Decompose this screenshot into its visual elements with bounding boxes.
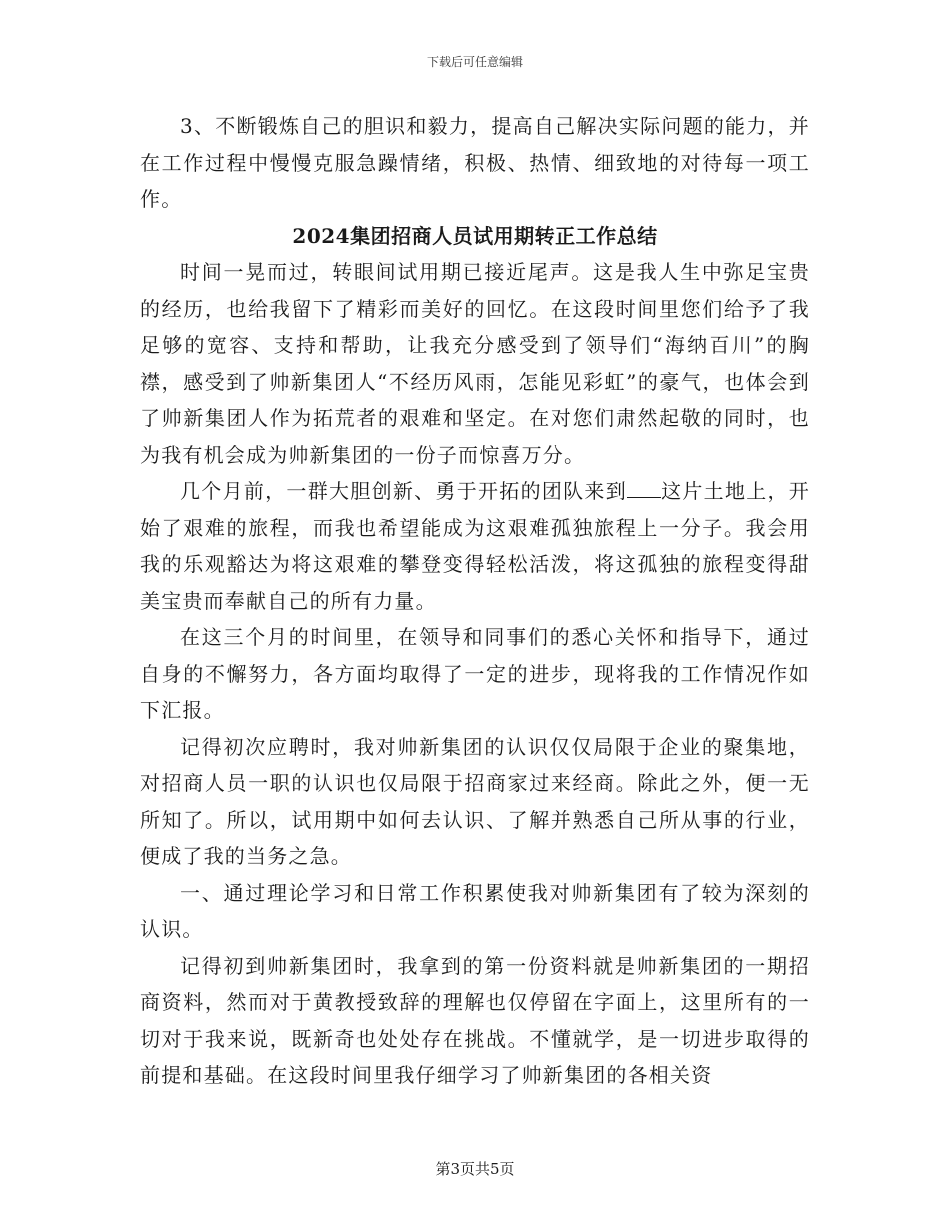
fill-in-blank <box>627 479 661 498</box>
paragraph-2-part-b: 这片土地上，开始了艰难的旅程，而我也希望能成为这艰难孤独旅程上一分子。我会用我的乐观豁达为将这艰难的攀登变得轻松活泼，将这孤独的旅程变得甜美宝贵而奉献自己的所有力量。 <box>140 479 810 613</box>
section-title: 2024集团招商人员试用期转正工作总结 <box>292 223 658 248</box>
page-footer: 第3页共5页 <box>435 1160 515 1178</box>
paragraph-6: 记得初到帅新集团时，我拿到的第一份资料就是帅新集团的一期招商资料，然而对于黄教授致辞的理解也仅停留在字面上，这里所有的一切对于我来说，既新奇也处处存在挑战。不懂就学，是一切进步取得的前提和基础。在这段时间里我仔细学习了帅新集团的各相关资 <box>140 953 810 1087</box>
paragraph-2 <box>140 473 810 619</box>
paragraph-5: 一、通过理论学习和日常工作积累使我对帅新集团有了较为深刻的认识。 <box>140 880 810 941</box>
paragraph-1: 时间一晃而过，转眼间试用期已接近尾声。这是我人生中弥足宝贵的经历，也给我留下了精彩而美好的回忆。在这段时间里您们给予了我足够的宽容、支持和帮助，让我充分感受到了领导们“海纳百川”的胸襟，感受到了帅新集团人“不经历风雨，怎能见彩虹”的豪气，也体会到了帅新集团人作为拓荒者的艰难和坚定。在对您们肃然起敬的同时，也为我有机会成为帅新集团的一份子而惊喜万分。 <box>140 260 810 467</box>
paragraph-4: 记得初次应聘时，我对帅新集团的认识仅仅局限于企业的聚集地，对招商人员一职的认识也仅局限于招商家过来经商。除此之外，便一无所知了。所以，试用期中如何去认识、了解并熟悉自己所从事的行业，便成了我的当务之急。 <box>140 734 810 868</box>
page-header: 下载后可任意编辑 <box>426 55 523 69</box>
paragraph-intro: 3、不断锻炼自己的胆识和毅力，提高自己解决实际问题的能力，并在工作过程中慢慢克服急躁情绪，积极、热情、细致地的对待每一项工作。 <box>140 114 810 211</box>
paragraph-2-part-a: 几个月前，一群大胆创新、勇于开拓的团队来到 <box>180 479 627 503</box>
paragraph-3: 在这三个月的时间里，在领导和同事们的悉心关怀和指导下，通过自身的不懈努力，各方面均取得了一定的进步，现将我的工作情况作如下汇报。 <box>140 625 810 722</box>
document-body <box>140 108 810 1094</box>
